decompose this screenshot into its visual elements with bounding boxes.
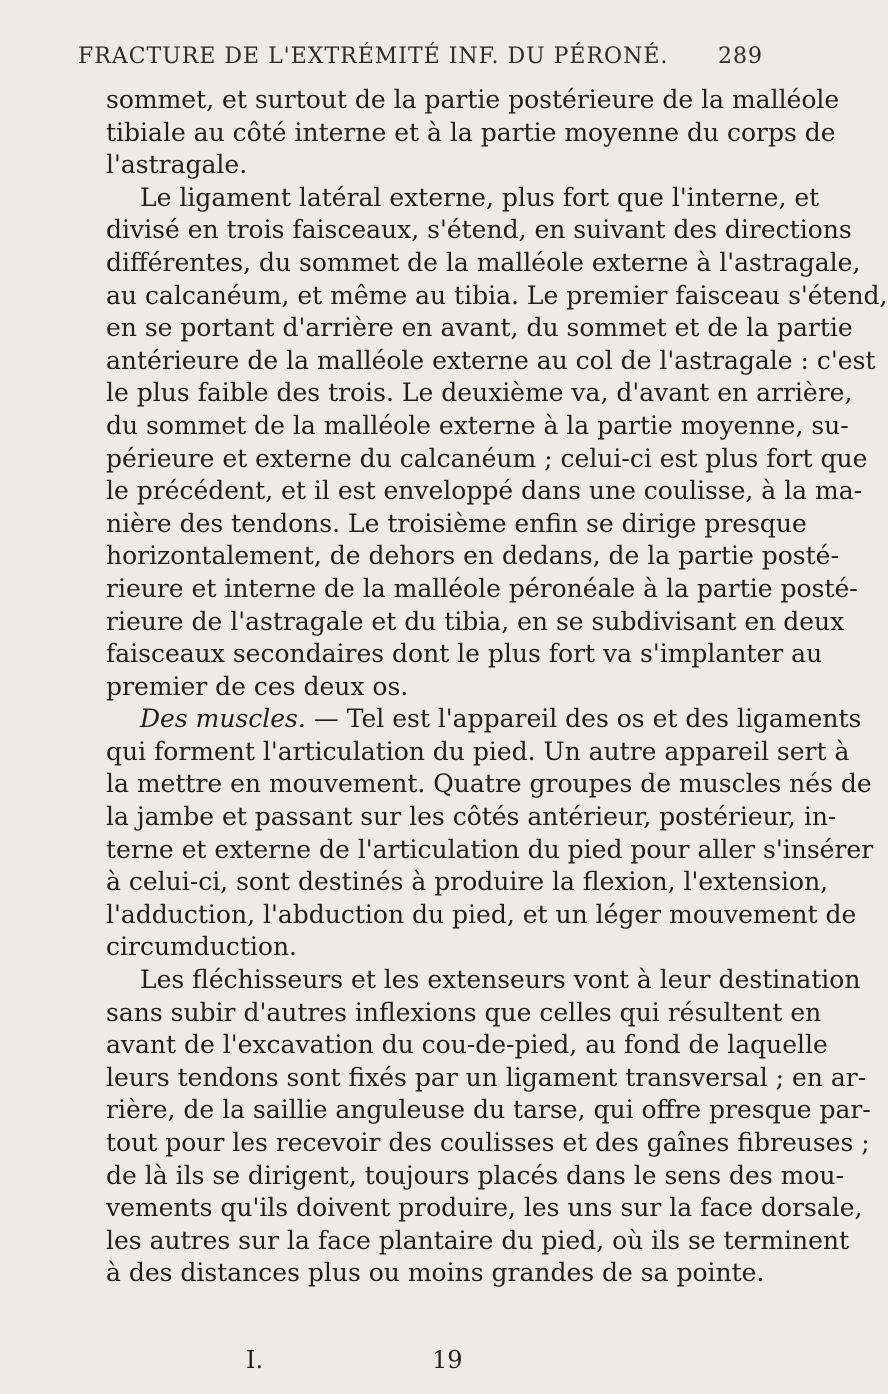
text-line: tibiale au côté interne et à la partie moyenne du corps de (106, 117, 836, 147)
text-line: l'astragale. (106, 150, 248, 180)
paragraph-start-line: Le ligament latéral externe, plus fort que l'interne, et (140, 182, 820, 212)
section-heading-muscles: Des muscles. (140, 704, 306, 734)
text-line: antérieure de la malléole externe au col de l'astragale : c'est (106, 345, 876, 375)
text-line: les autres sur la face plantaire du pied, où ils se terminent (106, 1225, 850, 1255)
text-line: l'adduction, l'abduction du pied, et un léger mouvement de (106, 899, 857, 929)
text-line: leurs tendons sont fixés par un ligament transversal ; en ar- (106, 1062, 867, 1092)
text-line: le plus faible des trois. Le deuxième va, d'avant en arrière, (106, 378, 853, 408)
text-line: à des distances plus ou moins grandes de sa pointe. (106, 1258, 765, 1288)
text-line: du sommet de la malléole externe à la partie moyenne, su- (106, 410, 849, 440)
body-text (106, 84, 888, 1290)
text-line: rieure et interne de la malléole péronéale à la partie posté- (106, 573, 858, 603)
section-heading-line (106, 703, 862, 736)
running-head (78, 44, 763, 80)
section-heading-rest: — Tel est l'appareil des os et des ligaments (305, 704, 862, 734)
text-line: horizontalement, de dehors en dedans, de la partie posté- (106, 541, 839, 571)
text-line: de là ils se dirigent, toujours placés dans le sens des mou- (106, 1160, 844, 1190)
paragraph-start-line: Les fléchisseurs et les extenseurs vont à leur destination (140, 965, 861, 995)
text-line: divisé en trois faisceaux, s'étend, en suivant des directions (106, 215, 852, 245)
text-line: différentes, du sommet de la malléole externe à l'astragale, (106, 247, 861, 277)
text-line: rière, de la saillie anguleuse du tarse, qui offre presque par- (106, 1095, 871, 1125)
text-line: rieure de l'astragale et du tibia, en se subdivisant en deux (106, 606, 845, 636)
text-line: périeure et externe du calcanéum ; celui-ci est plus fort que (106, 443, 868, 473)
text-line: en se portant d'arrière en avant, du sommet et de la partie (106, 313, 853, 343)
text-line: circumduction. (106, 932, 298, 962)
text-line: faisceaux secondaires dont le plus fort va s'implanter au (106, 639, 823, 669)
page-number: 289 (718, 44, 763, 69)
signature-number: 19 (432, 1346, 463, 1374)
text-line: qui forment l'articulation du pied. Un autre appareil sert à (106, 736, 850, 766)
text-line: le précédent, et il est enveloppé dans une coulisse, à la ma- (106, 476, 863, 506)
text-line: vements qu'ils doivent produire, les uns sur la face dorsale, (106, 1193, 863, 1223)
text-line: nière des tendons. Le troisième enfin se dirige presque (106, 508, 807, 538)
text-line: au calcanéum, et même au tibia. Le premier faisceau s'étend, (106, 280, 888, 310)
text-line: la mettre en mouvement. Quatre groupes de muscles nés de (106, 769, 872, 799)
signature-mark (246, 1346, 646, 1380)
text-line: terne et externe de l'articulation du pied pour aller s'insérer (106, 834, 874, 864)
text-line: sans subir d'autres inflexions que celles qui résultent en (106, 997, 822, 1027)
text-line: avant de l'excavation du cou-de-pied, au fond de laquelle (106, 1030, 828, 1060)
signature-volume: I. (246, 1346, 264, 1374)
text-line: tout pour les recevoir des coulisses et des gaînes fibreuses ; (106, 1128, 870, 1157)
text-line: sommet, et surtout de la partie postérieure de la malléole (106, 85, 840, 114)
text-line: la jambe et passant sur les côtés antérieur, postérieur, in- (106, 802, 837, 832)
running-head-title: FRACTURE DE L'EXTRÉMITÉ INF. DU PÉRONÉ. (78, 44, 669, 69)
text-line: premier de ces deux os. (106, 671, 409, 701)
text-line: à celui-ci, sont destinés à produire la flexion, l'extension, (106, 867, 829, 897)
